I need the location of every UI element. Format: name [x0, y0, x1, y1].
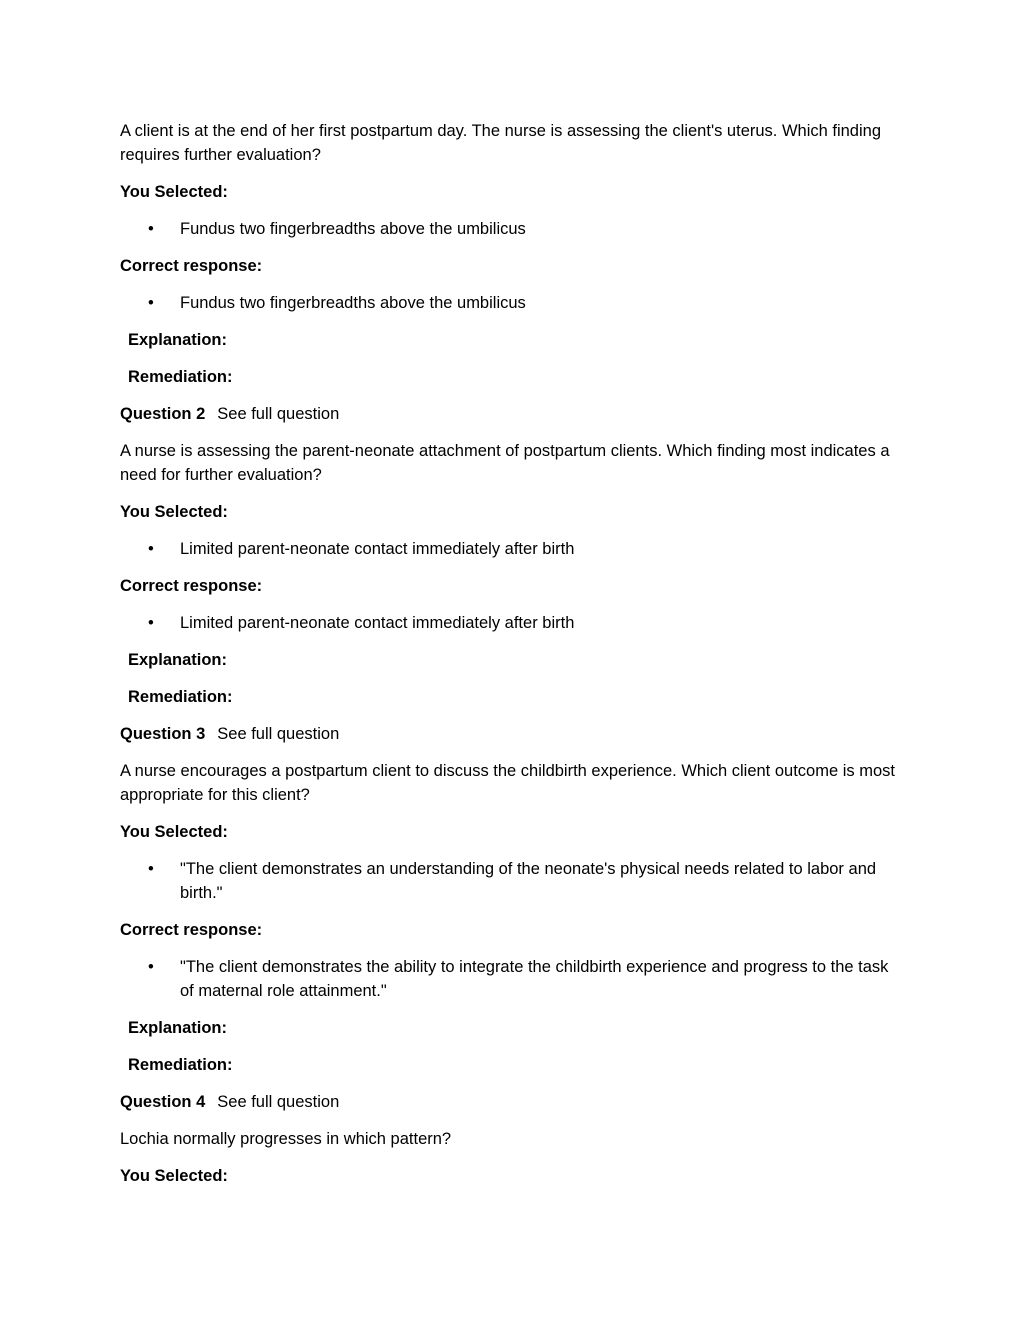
correct-response-label: Correct response:: [120, 921, 263, 939]
document-page: [120, 119, 900, 1201]
question-3-text: A nurse encourages a postpartum client to discuss the childbirth experience. Which client outcome is most appropriate for this client?: [120, 762, 895, 804]
correct-answer-text: Fundus two fingerbreadths above the umbilicus: [180, 294, 526, 312]
see-full-question-link[interactable]: See full question: [217, 725, 340, 743]
question-2-header: [120, 402, 900, 426]
bullet-icon: •: [148, 614, 154, 632]
you-selected-label: You Selected:: [120, 1167, 228, 1185]
question-number: Question 2: [120, 405, 206, 423]
question-4-text: Lochia normally progresses in which pattern?: [120, 1130, 452, 1148]
question-number: Question 3: [120, 725, 206, 743]
explanation-label: Explanation:: [128, 651, 228, 669]
question-2-text: A nurse is assessing the parent-neonate attachment of postpartum clients. Which finding most indicates a need for further evaluation?: [120, 442, 890, 484]
selected-answer-text: "The client demonstrates an understanding of the neonate's physical needs related to labor and birth.": [180, 860, 877, 902]
remediation-label: Remediation:: [128, 368, 233, 386]
selected-answer-text: Fundus two fingerbreadths above the umbilicus: [180, 220, 526, 238]
remediation-label: Remediation:: [128, 1056, 233, 1074]
selected-answer: [120, 857, 900, 905]
question-3-header: [120, 722, 900, 746]
remediation-label: Remediation:: [128, 688, 233, 706]
bullet-icon: •: [148, 958, 154, 976]
question-1-text: A client is at the end of her first postpartum day. The nurse is assessing the client's uterus. Which finding requires further evaluation?: [120, 122, 882, 164]
bullet-icon: •: [148, 294, 154, 312]
bullet-icon: •: [148, 540, 154, 558]
correct-answer-text: "The client demonstrates the ability to integrate the childbirth experience and progress to the task of maternal role attainment.": [180, 958, 889, 1000]
see-full-question-link[interactable]: See full question: [217, 1093, 340, 1111]
correct-answer-text: Limited parent-neonate contact immediately after birth: [180, 614, 575, 632]
question-number: Question 4: [120, 1093, 206, 1111]
correct-answer: [120, 611, 900, 635]
bullet-icon: •: [148, 220, 154, 238]
correct-answer: [120, 291, 900, 315]
selected-answer: [120, 537, 900, 561]
you-selected-label: You Selected:: [120, 823, 228, 841]
explanation-label: Explanation:: [128, 331, 228, 349]
question-4-header: [120, 1090, 900, 1114]
you-selected-label: You Selected:: [120, 183, 228, 201]
see-full-question-link[interactable]: See full question: [217, 405, 340, 423]
selected-answer-text: Limited parent-neonate contact immediately after birth: [180, 540, 575, 558]
correct-response-label: Correct response:: [120, 257, 263, 275]
selected-answer: [120, 217, 900, 241]
correct-answer: [120, 955, 900, 1003]
bullet-icon: •: [148, 860, 154, 878]
correct-response-label: Correct response:: [120, 577, 263, 595]
explanation-label: Explanation:: [128, 1019, 228, 1037]
you-selected-label: You Selected:: [120, 503, 228, 521]
